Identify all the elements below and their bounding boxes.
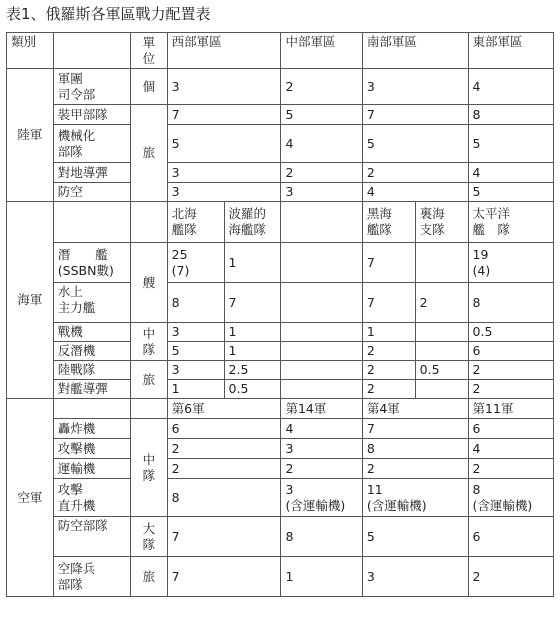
navy-cell: 8 (468, 283, 553, 323)
navy-cell: 5 (167, 342, 224, 361)
navy-cell: 6 (468, 342, 553, 361)
navy-fleet-header: 裏海 支隊 (415, 202, 468, 243)
navy-cell (415, 243, 468, 283)
army-cell: 2 (281, 163, 362, 183)
navy-cell: 0.5 (224, 380, 281, 399)
army-cell: 3 (167, 183, 281, 202)
air-unit: 中 隊 (131, 419, 168, 517)
army-cell: 3 (167, 69, 281, 105)
navy-unit: 旅 (131, 361, 168, 399)
air-cell: 4 (281, 419, 362, 439)
navy-row-label: 水上 主力艦 (53, 283, 130, 323)
header-region-central: 中部軍區 (281, 33, 362, 69)
navy-cell: 1 (167, 380, 224, 399)
air-cell: 8 (含運輸機) (468, 479, 553, 517)
army-cell: 4 (468, 69, 553, 105)
army-cell: 2 (362, 163, 468, 183)
air-cell: 5 (362, 517, 468, 557)
navy-cell: 2 (362, 380, 415, 399)
navy-cell: 19 (4) (468, 243, 553, 283)
air-army-header: 第4軍 (362, 399, 468, 419)
navy-cell: 3 (167, 323, 224, 342)
air-label: 空軍 (7, 399, 54, 597)
navy-unit: 中 隊 (131, 323, 168, 361)
navy-fleet-header: 北海 艦隊 (167, 202, 224, 243)
navy-cell (281, 283, 362, 323)
navy-row-label: 戰機 (53, 323, 130, 342)
air-unit: 旅 (131, 557, 168, 597)
header-region-east: 東部軍區 (468, 33, 553, 69)
army-row-label: 對地導彈 (53, 163, 130, 183)
air-cell: 4 (468, 439, 553, 459)
army-cell: 5 (167, 125, 281, 163)
navy-cell: 1 (224, 243, 281, 283)
air-army-header: 第14軍 (281, 399, 362, 419)
army-cell: 7 (167, 105, 281, 125)
air-cell: 3 (含運輸機) (281, 479, 362, 517)
navy-cell: 8 (167, 283, 224, 323)
navy-row-label: 反潛機 (53, 342, 130, 361)
navy-cell: 25 (7) (167, 243, 224, 283)
navy-cell (415, 342, 468, 361)
army-cell: 4 (362, 183, 468, 202)
navy-cell: 2 (468, 361, 553, 380)
army-unit: 個 (131, 69, 168, 105)
navy-fleet-header: 波羅的 海艦隊 (224, 202, 281, 243)
air-cell: 6 (167, 419, 281, 439)
table-title: 表1、俄羅斯各軍區戰力配置表 (6, 5, 211, 23)
navy-row-label: 潛 艦 (SSBN數) (53, 243, 130, 283)
force-deployment-table (6, 32, 554, 597)
navy-cell: 1 (362, 323, 415, 342)
air-cell: 7 (167, 517, 281, 557)
army-cell: 4 (468, 163, 553, 183)
air-cell: 6 (468, 419, 553, 439)
navy-cell (281, 380, 362, 399)
air-row-label: 攻擊 直升機 (53, 479, 130, 517)
army-cell: 7 (362, 105, 468, 125)
air-cell: 6 (468, 517, 553, 557)
army-cell: 2 (281, 69, 362, 105)
navy-cell: 1 (224, 342, 281, 361)
air-cell: 2 (468, 459, 553, 479)
navy-cell: 0.5 (468, 323, 553, 342)
air-cell: 11 (含運輸機) (362, 479, 468, 517)
navy-cell (415, 380, 468, 399)
air-unit: 大 隊 (131, 517, 168, 557)
army-cell: 5 (362, 125, 468, 163)
air-cell: 3 (281, 439, 362, 459)
header-category: 類別 (7, 33, 54, 69)
navy-cell: 2 (362, 361, 415, 380)
navy-cell: 7 (362, 243, 415, 283)
air-cell: 2 (167, 459, 281, 479)
navy-fleet-header: 太平洋 艦 隊 (468, 202, 553, 243)
navy-cell: 3 (167, 361, 224, 380)
army-row-label: 機械化 部隊 (53, 125, 130, 163)
army-cell: 3 (281, 183, 362, 202)
navy-fleet-header: 黑海 艦隊 (362, 202, 415, 243)
navy-fleet-header (281, 202, 362, 243)
air-row-label: 攻擊機 (53, 439, 130, 459)
navy-cell: 2 (415, 283, 468, 323)
air-cell: 3 (362, 557, 468, 597)
air-army-header: 第6軍 (167, 399, 281, 419)
air-cell: 2 (281, 459, 362, 479)
navy-cell: 2 (362, 342, 415, 361)
army-row-label: 防空 (53, 183, 130, 202)
army-row-label: 裝甲部隊 (53, 105, 130, 125)
air-row-label: 空降兵 部隊 (53, 557, 130, 597)
army-cell: 5 (281, 105, 362, 125)
army-cell: 4 (281, 125, 362, 163)
army-cell: 3 (362, 69, 468, 105)
army-unit: 旅 (131, 105, 168, 202)
navy-cell: 7 (362, 283, 415, 323)
air-cell: 8 (281, 517, 362, 557)
air-row-label: 轟炸機 (53, 419, 130, 439)
header-region-west: 西部軍區 (167, 33, 281, 69)
navy-cell: 2 (468, 380, 553, 399)
army-row-label: 軍團 司令部 (53, 69, 130, 105)
navy-cell (281, 323, 362, 342)
air-cell: 2 (362, 459, 468, 479)
air-row-label: 運輸機 (53, 459, 130, 479)
navy-row-label: 對艦導彈 (53, 380, 130, 399)
navy-label: 海軍 (7, 202, 54, 399)
air-cell: 1 (281, 557, 362, 597)
air-cell: 7 (362, 419, 468, 439)
army-cell: 5 (468, 183, 553, 202)
air-row-label: 防空部隊 (53, 517, 130, 557)
air-cell: 8 (362, 439, 468, 459)
army-cell: 3 (167, 163, 281, 183)
air-cell: 2 (468, 557, 553, 597)
header-unit: 單 位 (131, 33, 168, 69)
navy-cell: 2.5 (224, 361, 281, 380)
navy-cell (281, 361, 362, 380)
army-cell: 5 (468, 125, 553, 163)
navy-cell (415, 323, 468, 342)
navy-row-label: 陸戰隊 (53, 361, 130, 380)
air-army-header: 第11軍 (468, 399, 553, 419)
navy-unit: 艘 (131, 243, 168, 323)
navy-cell (281, 243, 362, 283)
navy-cell: 7 (224, 283, 281, 323)
header-region-south: 南部軍區 (362, 33, 468, 69)
army-label: 陸軍 (7, 69, 54, 202)
navy-cell (281, 342, 362, 361)
air-cell: 8 (167, 479, 281, 517)
air-cell: 7 (167, 557, 281, 597)
army-cell: 8 (468, 105, 553, 125)
navy-cell: 0.5 (415, 361, 468, 380)
navy-cell: 1 (224, 323, 281, 342)
air-cell: 2 (167, 439, 281, 459)
